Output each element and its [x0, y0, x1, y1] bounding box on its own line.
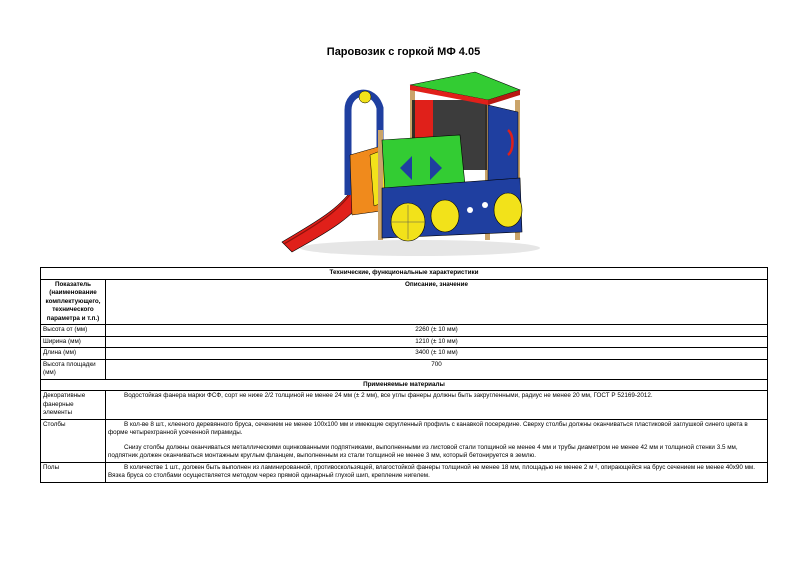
param-cell: Ширина (мм)	[41, 336, 106, 348]
material-description	[106, 391, 768, 420]
material-row	[41, 391, 768, 420]
material-param: Полы	[41, 462, 106, 482]
value-cell: 1210 (± 10 мм)	[106, 336, 768, 348]
material-param: Столбы	[41, 419, 106, 462]
value-cell: 2260 (± 10 мм)	[106, 325, 768, 337]
header-param: Показатель (наименование комплектующего, технического параметра и т.п.)	[41, 279, 106, 325]
material-description	[106, 419, 768, 462]
param-cell: Высота от (мм)	[41, 325, 106, 337]
material-description	[106, 462, 768, 482]
material-paragraph: В количестве 1 шт., должен быть выполнен из ламинированной, противоскользящей, влагостойкой фанеры толщиной не менее 18 мм, площадью не менее 2 м ², опирающейся на брус сечением не менее 40х90 мм. Вязка бруса со столбами осуществляется методом через прямой одинарный глухой шип, крепление нигелем.	[108, 463, 756, 479]
material-paragraph: В кол-ве 8 шт., клееного деревянного бруса, сечением не менее 100х100 мм и имеющие скругленный профиль с канавкой посередине. Сверху столбы должны оканчиваться пластиковой заглушкой синего цвета в форме четырехгранной усеченной пирамиды.	[108, 420, 748, 436]
table-row	[41, 336, 768, 348]
material-row	[41, 419, 768, 462]
header-row	[41, 279, 768, 325]
material-paragraph: Снизу столбы должны оканчиваться металлическими оцинкованными подпятниками, выполненными из листовой стали толщиной не менее 4 мм и трубы диаметром не менее 42 мм и толщиной стенки 3.5 мм, подпятник должен оканчиваться монтажным круглым фланцем, выполненным из стали толщиной не менее 3 мм, который бетонируется в землю.	[108, 443, 738, 459]
page-title: Паровозик с горкой МФ 4.05	[326, 46, 481, 58]
value-cell: 3400 (± 10 мм)	[106, 348, 768, 360]
section-row	[41, 379, 768, 391]
material-param: Декоративные фанерные элементы	[41, 391, 106, 420]
section-materials: Применяемые материалы	[41, 379, 768, 391]
section-row	[41, 268, 768, 280]
value-cell: 700	[106, 359, 768, 379]
material-paragraph: Водостойкая фанера марки ФСФ, сорт не ниже 2/2 толщиной не менее 24 мм (± 2 мм), все углы фанеры должны быть закругленными, радиус не менее 20 мм, ГОСТ Р 52169-2012.	[124, 392, 653, 399]
param-cell: Высота площадки (мм)	[41, 359, 106, 379]
table-row	[41, 348, 768, 360]
param-cell: Длина (мм)	[41, 348, 106, 360]
material-row	[41, 462, 768, 482]
header-value: Описание, значение	[106, 279, 768, 325]
table-row	[41, 325, 768, 337]
section-characteristics: Технические, функциональные характеристики	[41, 268, 768, 280]
playground-train-illustration	[270, 60, 540, 265]
table-row	[41, 359, 768, 379]
specification-table	[40, 267, 768, 483]
